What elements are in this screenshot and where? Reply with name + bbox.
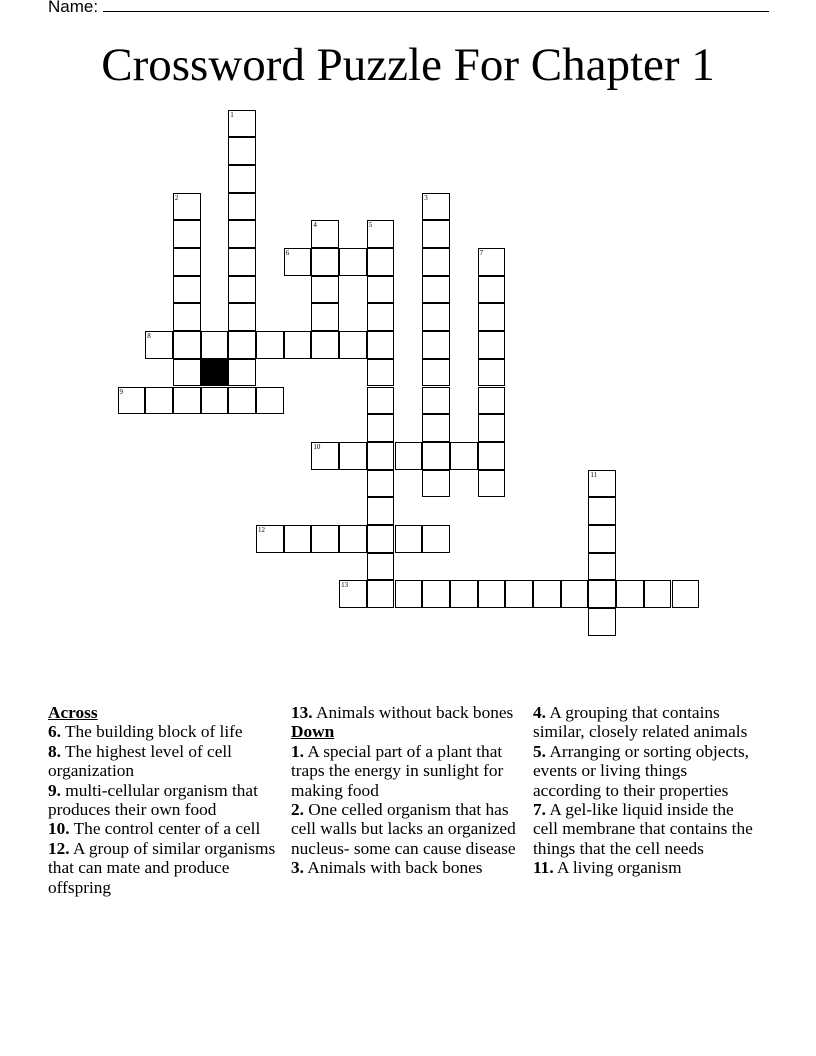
grid-cell[interactable] [422,276,450,304]
grid-cell[interactable] [311,525,339,553]
clue-text: The control center of a cell [73,819,261,839]
grid-cell[interactable] [422,470,450,498]
clue-number: 8 [147,332,151,341]
page-title: Crossword Puzzle For Chapter 1 [101,39,715,91]
grid-cell[interactable] [478,331,506,359]
grid-cell[interactable] [173,387,201,415]
grid-cell[interactable] [422,414,450,442]
grid-cell[interactable] [644,580,672,608]
clues-column-1 [48,703,283,897]
grid-cell[interactable] [588,525,616,553]
grid-cell[interactable] [588,553,616,581]
clue-text: Animals without back bones [315,703,514,722]
clue-num: 12. [48,838,70,858]
clue-number: 7 [479,249,484,257]
name-line[interactable] [103,0,769,12]
grid-cell[interactable] [422,331,450,359]
clue-text: A special part of a plant that traps the energy in sunlight for making food [291,741,504,800]
grid-cell[interactable] [588,580,616,608]
clue-text: A grouping that contains similar, closely related animals [533,703,748,742]
clue-num: 4. [533,703,546,722]
clue-num: 2. [291,800,304,820]
grid-cell[interactable] [422,387,450,415]
grid-cell[interactable] [228,303,256,331]
grid-cell[interactable] [395,525,423,553]
grid-cell[interactable] [311,442,339,470]
clue-num: 8. [48,741,61,761]
grid-cell[interactable] [173,276,201,304]
grid-cell[interactable] [367,442,395,470]
clue-text: Animals with back bones [307,858,483,878]
grid-cell[interactable] [422,193,450,221]
down-clue [533,742,753,800]
grid-cell[interactable] [478,359,506,387]
grid-cell[interactable] [118,387,146,415]
grid-cell[interactable] [228,193,256,221]
down-clue [533,800,753,858]
grid-cell[interactable] [478,442,506,470]
across-clue [48,819,283,838]
grid-cell[interactable] [422,248,450,276]
grid-cell[interactable] [395,580,423,608]
across-heading: Across [48,703,98,722]
across-clue [48,781,283,820]
grid-cell[interactable] [311,220,339,248]
grid-cell[interactable] [478,580,506,608]
grid-cell[interactable] [561,580,589,608]
grid-cell[interactable] [339,525,367,553]
clue-num: 5. [533,741,546,761]
grid-cell[interactable] [478,414,506,442]
grid-cell[interactable] [367,470,395,498]
grid-cell[interactable] [256,387,284,415]
grid-cell[interactable] [201,387,229,415]
grid-cell[interactable] [339,248,367,276]
grid-cell[interactable] [367,220,395,248]
clue-text: A living organism [557,858,682,878]
grid-cell[interactable] [311,276,339,304]
down-heading: Down [291,722,335,742]
grid-cell[interactable] [339,331,367,359]
clue-num: 1. [291,741,304,761]
grid-cell[interactable] [173,303,201,331]
clue-number: 13 [341,581,349,590]
grid-cell[interactable] [505,580,533,608]
grid-cell[interactable] [367,248,395,276]
grid-cell[interactable] [450,580,478,608]
grid-cell[interactable] [339,580,367,608]
clue-num: 9. [48,780,61,800]
clue-number: 5 [368,221,373,230]
down-clue [533,858,753,877]
clue-num: 13. [291,703,313,722]
grid-cell[interactable] [367,387,395,415]
grid-cell[interactable] [422,220,450,248]
clue-number: 4 [313,221,317,230]
clue-number: 3 [424,193,428,202]
grid-cell[interactable] [367,525,395,553]
clue-num: 3. [291,858,304,878]
grid-cell[interactable] [367,414,395,442]
clue-number: 10 [313,442,321,451]
grid-cell[interactable] [228,110,256,138]
down-clue [291,800,526,858]
clue-text: A group of similar organisms that can mate and produce offspring [48,838,276,897]
grid-cell[interactable] [395,442,423,470]
clue-num: 6. [48,722,61,742]
clue-number: 9 [119,387,123,396]
grid-cell[interactable] [145,387,173,415]
grid-cell[interactable] [145,331,173,359]
grid-cell[interactable] [173,193,201,221]
grid-cell[interactable] [422,580,450,608]
grid-cell[interactable] [616,580,644,608]
grid-cell[interactable] [228,137,256,165]
clue-text: multi-cellular organism that produces their own food [48,780,258,820]
grid-cell[interactable] [173,359,201,387]
grid-cell[interactable] [228,248,256,276]
grid-cell[interactable] [284,525,312,553]
grid-cell[interactable] [173,248,201,276]
grid-cell[interactable] [533,580,561,608]
clue-text: A gel-like liquid inside the cell membrane that contains the things that the cell needs [533,800,753,858]
name-label: Name: [48,0,99,16]
grid-cell[interactable] [367,553,395,581]
clue-text: The building block of life [64,722,243,742]
clue-num: 11. [533,858,554,878]
across-clue [48,742,283,781]
grid-cell[interactable] [478,276,506,304]
grid-cell[interactable] [339,442,367,470]
clue-number: 11 [590,470,598,479]
grid-cell[interactable] [367,497,395,525]
grid-cell[interactable] [450,442,478,470]
clues-column-3 [533,703,753,878]
grid-cell[interactable] [284,331,312,359]
grid-cell[interactable] [672,580,700,608]
grid-cell[interactable] [422,303,450,331]
clues-column-2 [291,703,526,878]
grid-cell[interactable] [588,608,616,636]
clue-number: 2 [174,193,179,202]
clue-text: The highest level of cell organization [48,741,232,781]
across-clue [48,839,283,897]
grid-cell[interactable] [422,359,450,387]
grid-cell[interactable] [256,331,284,359]
grid-cell[interactable] [284,248,312,276]
down-clue [533,703,753,742]
grid-cell[interactable] [228,387,256,415]
grid-cell[interactable] [422,525,450,553]
grid-cell[interactable] [588,497,616,525]
down-clue [291,858,526,877]
down-clue [291,742,526,800]
grid-cell[interactable] [367,276,395,304]
grid-cell[interactable] [228,331,256,359]
clue-num: 10. [48,819,70,839]
across-clue [291,703,526,722]
grid-cell[interactable] [173,220,201,248]
grid-cell[interactable] [228,359,256,387]
grid-cell[interactable] [228,165,256,193]
clue-num: 7. [533,800,546,820]
grid-cell[interactable] [422,442,450,470]
clue-number: 6 [285,249,290,257]
grid-cell[interactable] [367,359,395,387]
clue-number: 1 [230,110,234,119]
clue-number: 12 [258,526,265,534]
grid-cell[interactable] [367,580,395,608]
grid-cell[interactable] [478,470,506,498]
grid-cell[interactable] [367,303,395,331]
clue-text: Arranging or sorting objects, events or living things according to their properties [533,741,749,800]
grid-cell[interactable] [478,387,506,415]
grid-cell[interactable] [311,331,339,359]
name-field[interactable] [48,0,769,17]
across-clue [48,722,283,741]
grid-cell[interactable] [228,276,256,304]
grid-cell[interactable] [478,248,506,276]
grid-cell[interactable] [588,470,616,498]
grid-cell[interactable] [367,331,395,359]
grid-cell[interactable] [478,303,506,331]
black-cell [201,359,229,387]
clue-text: One celled organism that has cell walls but lacks an organized nucleus- some can cause disease [291,800,516,858]
grid-cell[interactable] [201,331,229,359]
grid-cell[interactable] [311,303,339,331]
grid-cell[interactable] [311,248,339,276]
grid-cell[interactable] [228,220,256,248]
grid-cell[interactable] [256,525,284,553]
grid-cell[interactable] [173,331,201,359]
